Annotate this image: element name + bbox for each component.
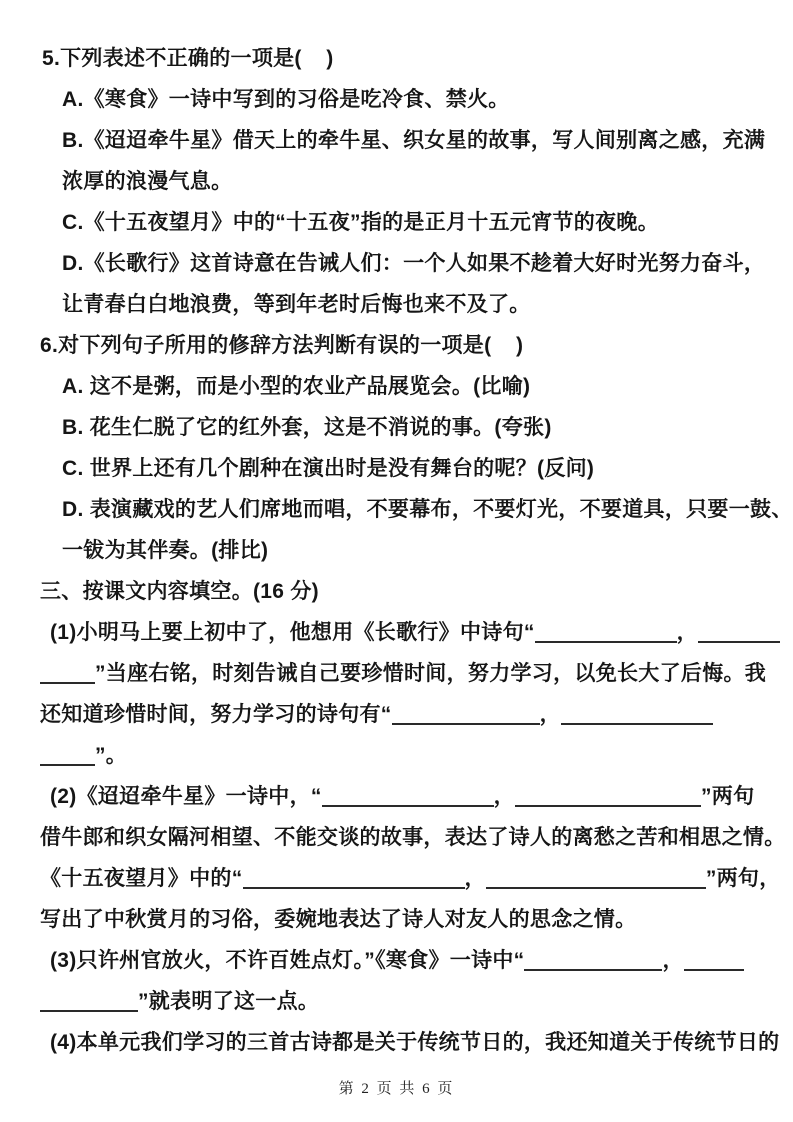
text-run: 一钹为其伴奏。(排比)	[62, 539, 269, 562]
text-line	[40, 79, 765, 120]
fill-in-blank	[40, 746, 95, 766]
text-run: ，	[464, 867, 486, 890]
text-run: 让青春白白地浪费，等到年老时后悔也来不及了。	[62, 293, 531, 316]
text-run: ”两句，	[705, 867, 781, 890]
text-line	[40, 735, 765, 776]
text-line	[40, 776, 765, 817]
text-run: D. 表演藏戏的艺人们席地而唱，不要幕布，不要灯光，不要道具，只要一鼓、	[62, 498, 793, 521]
text-line	[40, 38, 765, 79]
text-line	[40, 448, 765, 489]
text-line	[40, 407, 765, 448]
fill-in-blank	[535, 623, 677, 643]
fill-in-blank	[486, 869, 706, 889]
text-run: ，	[539, 703, 561, 726]
document-content	[40, 38, 793, 1063]
text-line	[40, 571, 765, 612]
text-run: ，	[662, 949, 684, 972]
text-line	[40, 694, 765, 735]
page-number-text: 第 2 页 共 6 页	[338, 1081, 455, 1097]
section-3-heading	[40, 571, 765, 612]
text-run: ”两句	[700, 785, 755, 808]
text-run: (3)只许州官放火，不许百姓点灯。”《寒食》一诗中“	[50, 949, 525, 972]
fill-in-blank	[684, 951, 744, 971]
text-line	[40, 817, 786, 858]
fill-in-blank	[561, 705, 713, 725]
text-run: 5.下列表述不正确的一项是( )	[42, 47, 334, 70]
text-line	[40, 940, 765, 981]
text-line	[40, 120, 765, 161]
text-run: ”。	[95, 744, 128, 767]
text-line	[40, 653, 765, 694]
text-line	[40, 202, 765, 243]
text-line	[40, 612, 765, 653]
text-line	[40, 530, 765, 571]
text-run: 还知道珍惜时间，努力学习的诗句有“	[40, 703, 392, 726]
text-line	[40, 858, 781, 899]
text-run: C. 世界上还有几个剧种在演出时是没有舞台的呢？(反问)	[62, 457, 595, 480]
text-run: B.《迢迢牵牛星》借天上的牵牛星、织女星的故事，写人间别离之感，充满	[62, 129, 766, 152]
text-line	[40, 284, 765, 325]
text-run: ，	[493, 785, 515, 808]
fill-in-blank	[322, 787, 494, 807]
text-line	[40, 899, 765, 940]
fill-in-blank	[515, 787, 701, 807]
text-run: D.《长歌行》这首诗意在告诫人们：一个人如果不趁着大好时光努力奋斗，	[62, 252, 766, 275]
fill-in-blank	[524, 951, 662, 971]
text-run: 6.对下列句子所用的修辞方法判断有误的一项是( )	[40, 334, 524, 357]
fill-in-item-3	[40, 940, 765, 1022]
text-run: 《十五夜望月》中的“	[40, 867, 243, 890]
text-run: (1)小明马上要上初中了，他想用《长歌行》中诗句“	[50, 621, 535, 644]
text-run: (4)本单元我们学习的三首古诗都是关于传统节日的，我还知道关于传统节日的	[50, 1031, 780, 1054]
text-run: ”当座右铭，时刻告诫自己要珍惜时间，努力学习，以免长大了后悔。我	[95, 662, 767, 685]
text-run: C.《十五夜望月》中的“十五夜”指的是正月十五元宵节的夜晚。	[62, 211, 659, 234]
fill-in-blank	[392, 705, 540, 725]
fill-in-blank	[698, 623, 780, 643]
text-run: 三、按课文内容填空。(16 分)	[40, 580, 319, 603]
text-line	[40, 1022, 780, 1063]
fill-in-blank	[243, 869, 465, 889]
text-line	[40, 489, 793, 530]
text-line	[40, 325, 765, 366]
text-line	[40, 366, 765, 407]
text-run: 写出了中秋赏月的习俗，委婉地表达了诗人对友人的思念之情。	[40, 908, 637, 931]
text-run: ”就表明了这一点。	[138, 990, 320, 1013]
text-line	[40, 981, 765, 1022]
question-6	[40, 325, 793, 571]
fill-in-item-1	[40, 612, 765, 776]
fill-in-item-4	[40, 1022, 780, 1063]
text-run: (2)《迢迢牵牛星》一诗中，“	[50, 785, 322, 808]
text-run: 浓厚的浪漫气息。	[62, 170, 233, 193]
text-run: ，	[676, 621, 698, 644]
text-line	[40, 161, 765, 202]
text-run: A.《寒食》一诗中写到的习俗是吃冷食、禁火。	[62, 88, 510, 111]
text-run: 借牛郎和织女隔河相望、不能交谈的故事，表达了诗人的离愁之苦和相思之情。	[40, 826, 786, 849]
question-5	[40, 38, 765, 325]
fill-in-blank	[40, 992, 138, 1012]
text-run: B. 花生仁脱了它的红外套，这是不消说的事。(夸张)	[62, 416, 552, 439]
fill-in-blank	[40, 664, 95, 684]
text-run: A. 这不是粥，而是小型的农业产品展览会。(比喻)	[62, 375, 531, 398]
page-footer	[0, 1077, 793, 1098]
text-line	[40, 243, 765, 284]
fill-in-item-2	[40, 776, 786, 940]
